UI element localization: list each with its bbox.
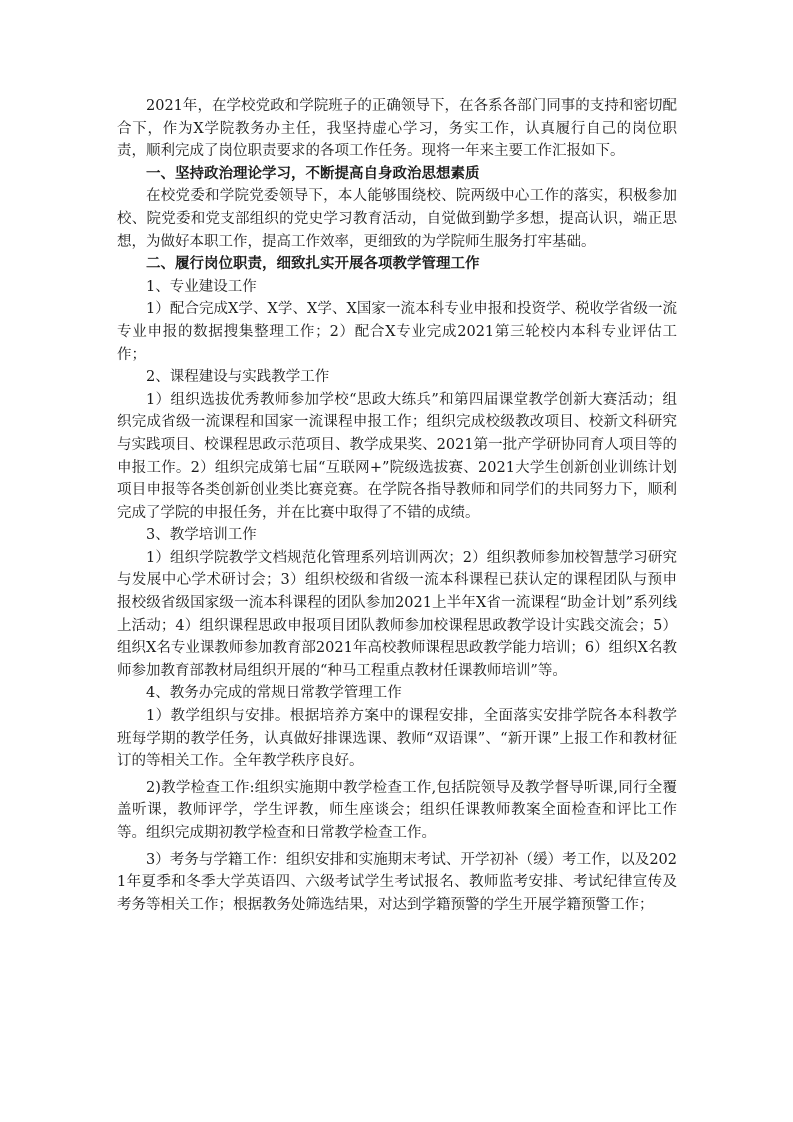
paragraph: 在校党委和学院党委领导下，本人能够围绕校、院两级中心工作的落实，积极参加校、院党委和党支部组织的党史学习教育活动，自觉做到勤学多想，提高认识，端正思想，为做好本职工作，提高工作效率，更细致的为学院师生服务打牢基础。	[117, 188, 677, 250]
paragraph: 2、课程建设与实践教学工作	[146, 369, 330, 386]
paragraph: 1）组织选拔优秀教师参加学校“思政大练兵”和第四届课堂教学创新大赛活动；组织完成省级一流课程和国家一流课程申报工作；组织完成校级教改项目、校新文科研究与实践项目、校课程思政示范项目、教学成果奖、2021第一批产学研协同育人项目等的申报工作。2）组织完成第七届“互联网+”院级选拔赛、2021大学生创新创业训练计划项目申报等各类创新创业类比赛竞赛。在学院各指导教师和同学们的共同努力下，顺利完成了学院的申报任务，并在比赛中取得了不错的成绩。	[117, 391, 677, 521]
paragraph: 1）教学组织与安排。根据培养方案中的课程安排，全面落实安排学院各本科教学班每学期的教学任务，认真做好排课选课、教师“双语课”、“新开课”上报工作和教材征订的等相关工作。全年教学秩序良好。	[117, 708, 677, 770]
paragraph: 1）组织学院教学文档规范化管理系列培训两次；2）组织教师参加校智慧学习研究与发展中心学术研讨会；3）组织校级和省级一流本科课程已获认定的课程团队与预申报校级省级国家级一流本科课程的团队参加2021上半年X省一流课程“助金计划”系列线上活动；4）组织课程思政申报项目团队教师参加校课程思政教学设计实践交流会；5）组织X名专业课教师参加教育部2021年高校教师课程思政教学能力培训；6）组织X名教师参加教育部教材局组织开展的“种马工程重点教材任课教师培训”等。	[117, 549, 677, 679]
paragraph: 3、教学培训工作	[146, 527, 257, 544]
paragraph: 1、专业建设工作	[146, 278, 257, 295]
paragraph: 3）考务与学籍工作：组织安排和实施期末考试、开学初补（缓）考工作，以及2021年夏季和冬季大学英语四、六级考试学生考试报名、教师监考安排、考试纪律宣传及考务等相关工作；根据教务处筛选结果，对达到学籍预警的学生开展学籍预警工作；	[117, 851, 677, 913]
paragraph: 2021年，在学校党政和学院班子的正确领导下，在各系各部门同事的支持和密切配合下，作为X学院教务办主任，我坚持虚心学习，务实工作，认真履行自己的岗位职责，顺利完成了岗位职责要求的各项工作任务。现将一年来主要工作汇报如下。	[117, 98, 677, 160]
section-heading: 二、履行岗位职责，细致扎实开展各项教学管理工作	[146, 255, 480, 273]
document-page	[117, 95, 677, 916]
paragraph: 1）配合完成X学、X学、X学、X国家一流本科专业申报和投资学、税收学省级一流专业申报的数据搜集整理工作；2）配合X专业完成2021第三轮校内本科专业评估工作；	[117, 301, 677, 363]
paragraph: 2)教学检查工作:组织实施期中教学检查工作,包括院领导及教学督导听课,同行全覆盖听课，教师评学，学生评教，师生座谈会；组织任课教师教案全面检查和评比工作等。组织完成期初教学检查和日常教学检查工作。	[117, 779, 677, 841]
paragraph: 4、教务办完成的常规日常教学管理工作	[146, 685, 402, 702]
section-heading: 一、坚持政治理论学习，不断提高自身政治思想素质	[146, 164, 480, 182]
